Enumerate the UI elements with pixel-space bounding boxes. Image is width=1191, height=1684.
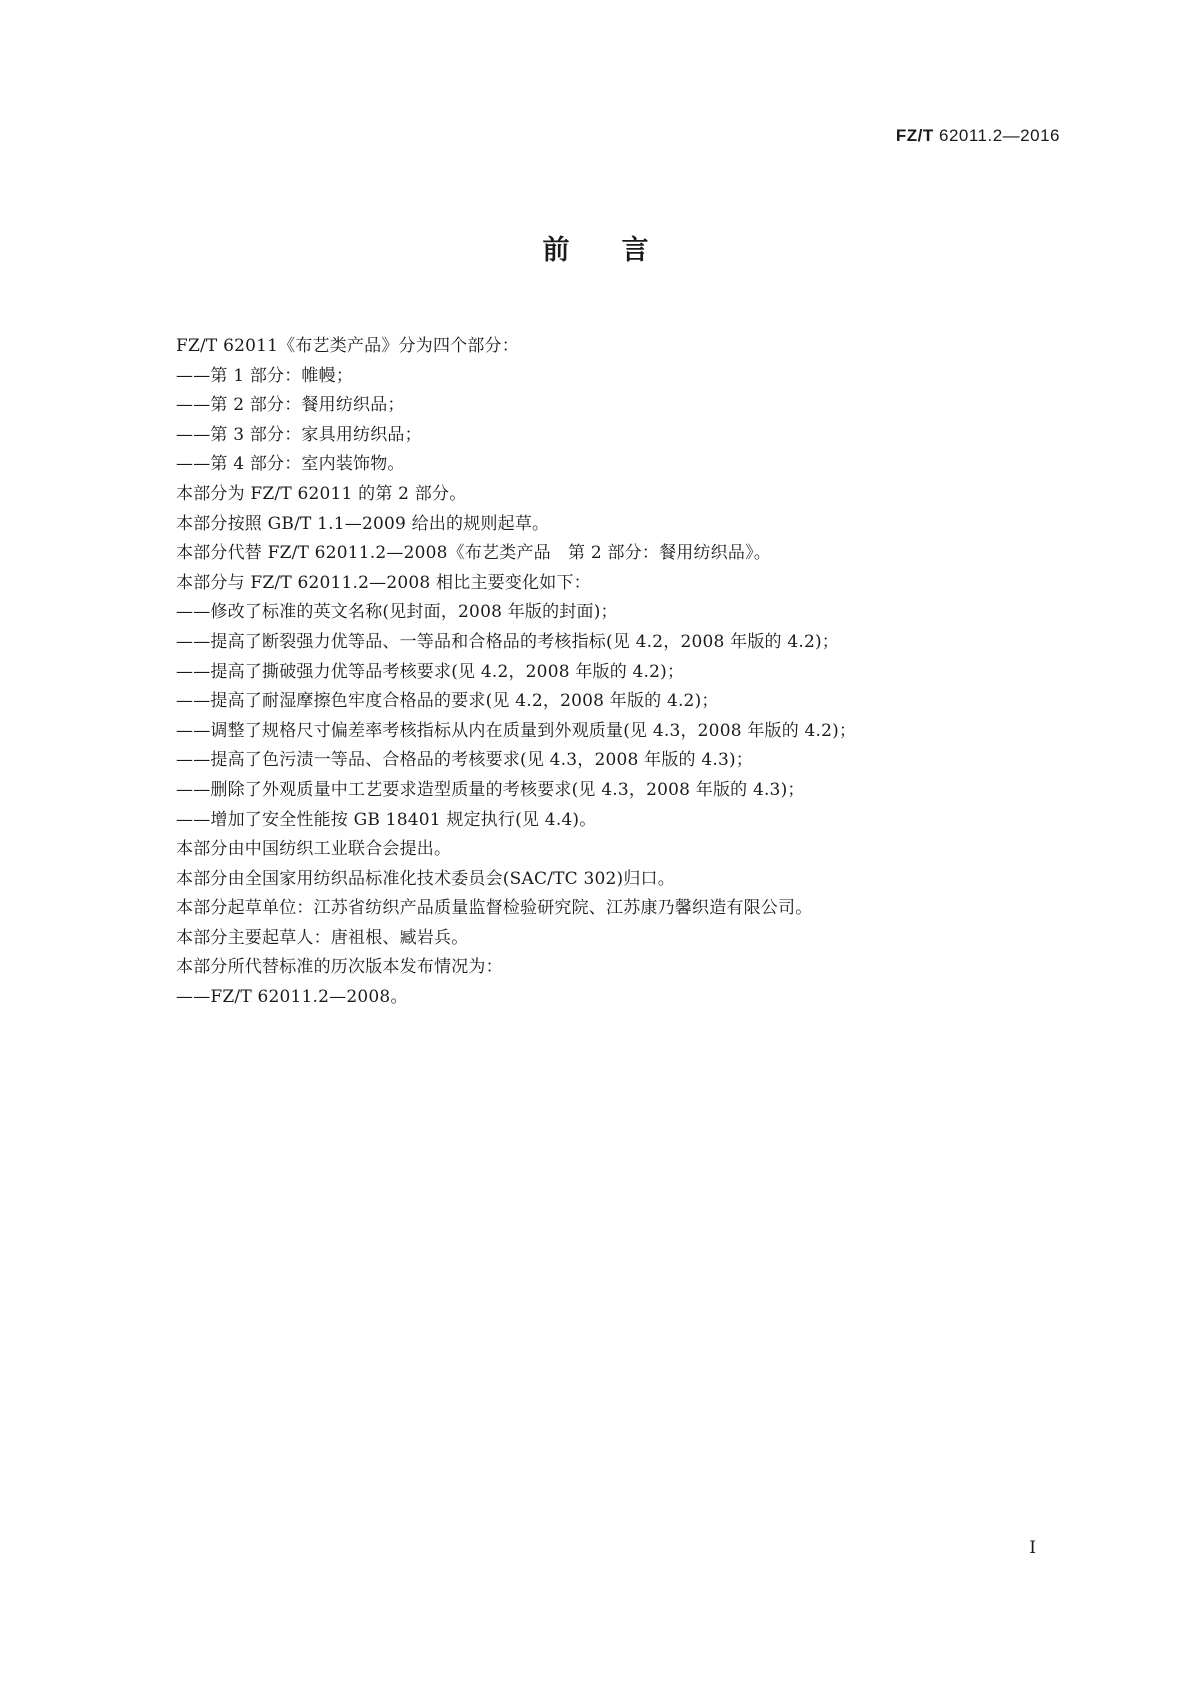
text-line: ——提高了色污渍一等品、合格品的考核要求(见 4.3，2008 年版的 4.3)； [176,750,754,771]
foreword-body [176,332,1056,1013]
standard-number: 62011.2—2016 [938,126,1060,145]
text-line: ——提高了耐湿摩擦色牢度合格品的要求(见 4.2，2008 年版的 4.2)； [176,691,719,712]
text-line: ——FZ/T 62011.2—2008。 [176,987,408,1008]
page-number: I [1029,1538,1036,1558]
text-line: 本部分所代替标准的历次版本发布情况为： [176,957,503,978]
text-line: 本部分代替 FZ/T 62011.2—2008《布艺类产品 第 2 部分：餐用纺织品》。 [176,543,771,564]
standard-code [896,126,1060,146]
text-line: 本部分按照 GB/T 1.1—2009 给出的规则起草。 [176,513,550,534]
text-line: FZ/T 62011《布艺类产品》分为四个部分： [176,336,519,356]
text-line: ——删除了外观质量中工艺要求造型质量的考核要求(见 4.3，2008 年版的 4.3)； [176,779,805,800]
text-line: ——修改了标准的英文名称(见封面，2008 年版的封面)； [176,602,618,623]
text-line: ——调整了规格尺寸偏差率考核指标从内在质量到外观质量(见 4.3，2008 年版的 4.2)； [176,720,857,741]
text-line: 本部分与 FZ/T 62011.2—2008 相比主要变化如下： [176,572,591,593]
text-line: 本部分由全国家用纺织品标准化技术委员会(SAC/TC 302)归口。 [176,868,675,889]
text-line: ——提高了撕破强力优等品考核要求(见 4.2，2008 年版的 4.2)； [176,661,685,682]
text-line: ——第 4 部分：室内装饰物。 [176,454,405,475]
text-line: 本部分主要起草人：唐祖根、臧岩兵。 [176,927,469,948]
text-line: ——增加了安全性能按 GB 18401 规定执行(见 4.4)。 [176,809,597,830]
text-line: 本部分由中国纺织工业联合会提出。 [176,839,452,860]
standard-prefix: FZ/T [895,126,934,145]
text-line: ——提高了断裂强力优等品、一等品和合格品的考核指标(见 4.2，2008 年版的 4.2)； [176,631,840,652]
text-line: ——第 1 部分：帷幔； [176,365,354,386]
text-line: ——第 2 部分：餐用纺织品； [176,395,405,416]
text-line: 本部分为 FZ/T 62011 的第 2 部分。 [176,483,467,504]
text-line: ——第 3 部分：家具用纺织品； [176,424,422,445]
page-title: 前言 [542,235,701,266]
text-line: 本部分起草单位：江苏省纺织产品质量监督检验研究院、江苏康乃馨织造有限公司。 [176,898,813,919]
